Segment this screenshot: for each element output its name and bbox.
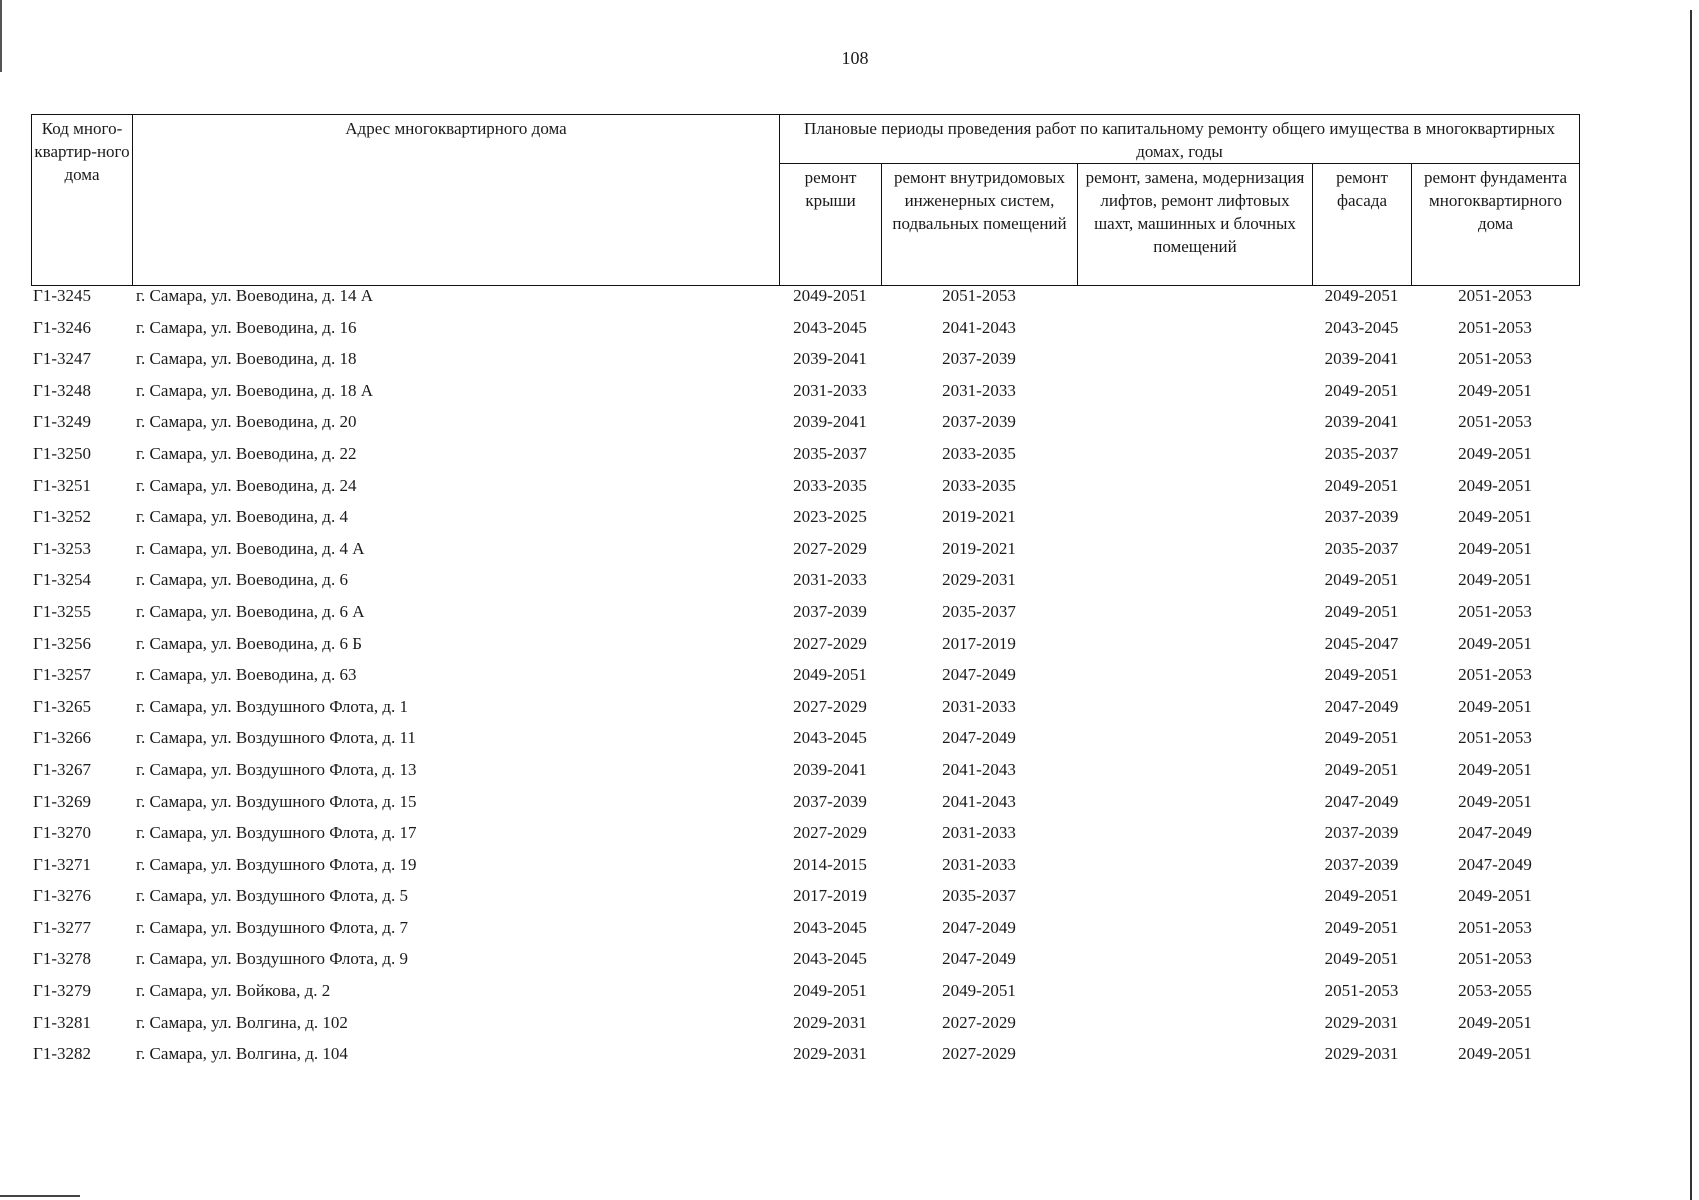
foundation-period-cell: 2051-2053 — [1458, 412, 1532, 432]
code-cell: Г1-3265 — [33, 696, 91, 716]
systems-period-cell: 2031-2033 — [942, 823, 1016, 843]
lifts-period-cell — [1077, 507, 1312, 539]
header-address: Адрес многоквартирного дома — [133, 115, 780, 286]
data-table — [31, 286, 1579, 1076]
address-cell: г. Самара, ул. Воздушного Флота, д. 9 — [136, 949, 408, 969]
systems-period-cell: 2027-2029 — [942, 1012, 1016, 1032]
lifts-period-cell — [1077, 349, 1312, 381]
foundation-period-cell: 2049-2051 — [1458, 380, 1532, 400]
scan-edge-bottom — [0, 1195, 80, 1197]
scan-edge-right — [1690, 10, 1692, 1200]
roof-period-cell: 2039-2041 — [793, 759, 867, 779]
systems-period-cell: 2029-2031 — [942, 570, 1016, 590]
foundation-period-cell: 2049-2051 — [1458, 759, 1532, 779]
table-row — [31, 728, 1579, 760]
lifts-period-cell — [1077, 823, 1312, 855]
code-cell: Г1-3281 — [33, 1012, 91, 1032]
lifts-period-cell — [1077, 412, 1312, 444]
facade-period-cell: 2043-2045 — [1324, 317, 1399, 337]
table-row — [31, 381, 1579, 413]
table-row — [31, 570, 1579, 602]
address-cell: г. Самара, ул. Воздушного Флота, д. 17 — [136, 823, 417, 843]
systems-period-cell: 2037-2039 — [942, 349, 1016, 369]
roof-period-cell: 2043-2045 — [793, 917, 867, 937]
code-cell: Г1-3251 — [33, 475, 91, 495]
foundation-period-cell: 2049-2051 — [1458, 1012, 1532, 1032]
roof-period-cell: 2017-2019 — [793, 886, 867, 906]
header-foundation: ремонт фундамента многоквартирного дома — [1412, 164, 1580, 286]
facade-period-cell: 2049-2051 — [1324, 475, 1399, 495]
lifts-period-cell — [1077, 318, 1312, 350]
facade-period-cell: 2039-2041 — [1324, 412, 1399, 432]
address-cell: г. Самара, ул. Волгина, д. 102 — [136, 1012, 348, 1032]
roof-period-cell: 2031-2033 — [793, 570, 867, 590]
lifts-period-cell — [1077, 949, 1312, 981]
address-cell: г. Самара, ул. Волгина, д. 104 — [136, 1044, 348, 1064]
systems-period-cell: 2047-2049 — [942, 728, 1016, 748]
foundation-period-cell: 2049-2051 — [1458, 886, 1532, 906]
header-lifts: ремонт, замена, модернизация лифтов, ремонт лифтовых шахт, машинных и блочных помещений — [1078, 164, 1313, 286]
address-cell: г. Самара, ул. Воеводина, д. 24 — [136, 475, 357, 495]
table-row — [31, 1013, 1579, 1045]
table-row — [31, 760, 1579, 792]
foundation-period-cell: 2049-2051 — [1458, 570, 1532, 590]
roof-period-cell: 2023-2025 — [793, 507, 867, 527]
page-number: 108 — [841, 48, 869, 68]
foundation-period-cell: 2049-2051 — [1458, 475, 1532, 495]
table-row — [31, 886, 1579, 918]
foundation-period-cell: 2053-2055 — [1458, 981, 1532, 1001]
address-cell: г. Самара, ул. Воеводина, д. 22 — [136, 443, 357, 463]
table-row — [31, 918, 1579, 950]
code-cell: Г1-3266 — [33, 728, 91, 748]
lifts-period-cell — [1077, 855, 1312, 887]
facade-period-cell: 2049-2051 — [1324, 886, 1399, 906]
table-row — [31, 507, 1579, 539]
facade-period-cell: 2037-2039 — [1324, 507, 1399, 527]
systems-period-cell: 2051-2053 — [942, 286, 1016, 305]
facade-period-cell: 2039-2041 — [1324, 349, 1399, 369]
table-row — [31, 665, 1579, 697]
header-periods: Плановые периоды проведения работ по капитальному ремонту общего имущества в многоквартирных домах, годы — [780, 115, 1580, 164]
address-cell: г. Самара, ул. Воеводина, д. 6 — [136, 570, 348, 590]
roof-period-cell: 2033-2035 — [793, 475, 867, 495]
header-code: Код много-квартир-ного дома — [32, 115, 133, 286]
table-row — [31, 949, 1579, 981]
code-cell: Г1-3282 — [33, 1044, 91, 1064]
facade-period-cell: 2037-2039 — [1324, 854, 1399, 874]
code-cell: Г1-3277 — [33, 917, 91, 937]
table-row — [31, 981, 1579, 1013]
code-cell: Г1-3246 — [33, 317, 91, 337]
code-cell: Г1-3255 — [33, 601, 91, 621]
foundation-period-cell: 2051-2053 — [1458, 601, 1532, 621]
facade-period-cell: 2049-2051 — [1324, 949, 1399, 969]
foundation-period-cell: 2051-2053 — [1458, 917, 1532, 937]
code-cell: Г1-3269 — [33, 791, 91, 811]
facade-period-cell: 2049-2051 — [1324, 665, 1399, 685]
roof-period-cell: 2031-2033 — [793, 380, 867, 400]
code-cell: Г1-3253 — [33, 538, 91, 558]
facade-period-cell: 2035-2037 — [1324, 443, 1399, 463]
facade-period-cell: 2029-2031 — [1324, 1044, 1399, 1064]
systems-period-cell: 2031-2033 — [942, 380, 1016, 400]
facade-period-cell: 2045-2047 — [1324, 633, 1399, 653]
facade-period-cell: 2049-2051 — [1324, 286, 1399, 305]
foundation-period-cell: 2051-2053 — [1458, 286, 1532, 305]
address-cell: г. Самара, ул. Воздушного Флота, д. 19 — [136, 854, 417, 874]
systems-period-cell: 2035-2037 — [942, 601, 1016, 621]
lifts-period-cell — [1077, 286, 1312, 318]
roof-period-cell: 2027-2029 — [793, 823, 867, 843]
roof-period-cell: 2043-2045 — [793, 728, 867, 748]
table-row — [31, 792, 1579, 824]
systems-period-cell: 2047-2049 — [942, 917, 1016, 937]
lifts-period-cell — [1077, 539, 1312, 571]
roof-period-cell: 2043-2045 — [793, 949, 867, 969]
foundation-period-cell: 2047-2049 — [1458, 823, 1532, 843]
systems-period-cell: 2037-2039 — [942, 412, 1016, 432]
roof-period-cell: 2035-2037 — [793, 443, 867, 463]
lifts-period-cell — [1077, 792, 1312, 824]
systems-period-cell: 2019-2021 — [942, 538, 1016, 558]
foundation-period-cell: 2049-2051 — [1458, 633, 1532, 653]
roof-period-cell: 2027-2029 — [793, 696, 867, 716]
code-cell: Г1-3276 — [33, 886, 91, 906]
code-cell: Г1-3249 — [33, 412, 91, 432]
table-row — [31, 318, 1579, 350]
foundation-period-cell: 2049-2051 — [1458, 443, 1532, 463]
facade-period-cell: 2037-2039 — [1324, 823, 1399, 843]
facade-period-cell: 2035-2037 — [1324, 538, 1399, 558]
table-row — [31, 539, 1579, 571]
foundation-period-cell: 2051-2053 — [1458, 317, 1532, 337]
address-cell: г. Самара, ул. Воеводина, д. 18 — [136, 349, 357, 369]
systems-period-cell: 2033-2035 — [942, 475, 1016, 495]
foundation-period-cell: 2051-2053 — [1458, 949, 1532, 969]
address-cell: г. Самара, ул. Воздушного Флота, д. 13 — [136, 759, 417, 779]
lifts-period-cell — [1077, 1013, 1312, 1045]
address-cell: г. Самара, ул. Воеводина, д. 16 — [136, 317, 357, 337]
facade-period-cell: 2047-2049 — [1324, 696, 1399, 716]
code-cell: Г1-3278 — [33, 949, 91, 969]
roof-period-cell: 2037-2039 — [793, 791, 867, 811]
systems-period-cell: 2049-2051 — [942, 981, 1016, 1001]
code-cell: Г1-3245 — [33, 286, 91, 305]
systems-period-cell: 2031-2033 — [942, 854, 1016, 874]
systems-period-cell: 2035-2037 — [942, 886, 1016, 906]
foundation-period-cell: 2049-2051 — [1458, 507, 1532, 527]
foundation-period-cell: 2047-2049 — [1458, 854, 1532, 874]
code-cell: Г1-3248 — [33, 380, 91, 400]
header-roof: ремонт крыши — [780, 164, 882, 286]
lifts-period-cell — [1077, 381, 1312, 413]
systems-period-cell: 2027-2029 — [942, 1044, 1016, 1064]
lifts-period-cell — [1077, 570, 1312, 602]
roof-period-cell: 2049-2051 — [793, 286, 867, 305]
lifts-period-cell — [1077, 476, 1312, 508]
address-cell: г. Самара, ул. Воздушного Флота, д. 7 — [136, 917, 408, 937]
facade-period-cell: 2049-2051 — [1324, 380, 1399, 400]
lifts-period-cell — [1077, 886, 1312, 918]
roof-period-cell: 2049-2051 — [793, 665, 867, 685]
roof-period-cell: 2029-2031 — [793, 1044, 867, 1064]
address-cell: г. Самара, ул. Воеводина, д. 20 — [136, 412, 357, 432]
table-row — [31, 286, 1579, 318]
lifts-period-cell — [1077, 602, 1312, 634]
table-row — [31, 823, 1579, 855]
foundation-period-cell: 2049-2051 — [1458, 538, 1532, 558]
facade-period-cell: 2051-2053 — [1324, 981, 1399, 1001]
header-facade: ремонт фасада — [1313, 164, 1412, 286]
facade-period-cell: 2029-2031 — [1324, 1012, 1399, 1032]
foundation-period-cell: 2051-2053 — [1458, 665, 1532, 685]
table-header — [31, 114, 1580, 286]
lifts-period-cell — [1077, 665, 1312, 697]
lifts-period-cell — [1077, 981, 1312, 1013]
systems-period-cell: 2033-2035 — [942, 443, 1016, 463]
table-row — [31, 476, 1579, 508]
facade-period-cell: 2049-2051 — [1324, 601, 1399, 621]
code-cell: Г1-3270 — [33, 823, 91, 843]
code-cell: Г1-3252 — [33, 507, 91, 527]
facade-period-cell: 2047-2049 — [1324, 791, 1399, 811]
lifts-period-cell — [1077, 697, 1312, 729]
lifts-period-cell — [1077, 444, 1312, 476]
lifts-period-cell — [1077, 1044, 1312, 1076]
systems-period-cell: 2041-2043 — [942, 759, 1016, 779]
address-cell: г. Самара, ул. Воеводина, д. 14 А — [136, 286, 373, 305]
code-cell: Г1-3247 — [33, 349, 91, 369]
table-row — [31, 412, 1579, 444]
code-cell: Г1-3256 — [33, 633, 91, 653]
roof-period-cell: 2029-2031 — [793, 1012, 867, 1032]
table-row — [31, 602, 1579, 634]
facade-period-cell: 2049-2051 — [1324, 728, 1399, 748]
table-row — [31, 444, 1579, 476]
systems-period-cell: 2031-2033 — [942, 696, 1016, 716]
facade-period-cell: 2049-2051 — [1324, 759, 1399, 779]
systems-period-cell: 2019-2021 — [942, 507, 1016, 527]
systems-period-cell: 2017-2019 — [942, 633, 1016, 653]
table-row — [31, 349, 1579, 381]
foundation-period-cell: 2051-2053 — [1458, 728, 1532, 748]
systems-period-cell: 2047-2049 — [942, 949, 1016, 969]
roof-period-cell: 2037-2039 — [793, 601, 867, 621]
roof-period-cell: 2014-2015 — [793, 854, 867, 874]
roof-period-cell: 2027-2029 — [793, 633, 867, 653]
foundation-period-cell: 2049-2051 — [1458, 1044, 1532, 1064]
address-cell: г. Самара, ул. Воеводина, д. 6 А — [136, 601, 365, 621]
address-cell: г. Самара, ул. Воеводина, д. 63 — [136, 665, 357, 685]
code-cell: Г1-3250 — [33, 443, 91, 463]
address-cell: г. Самара, ул. Воздушного Флота, д. 1 — [136, 696, 408, 716]
address-cell: г. Самара, ул. Воздушного Флота, д. 15 — [136, 791, 417, 811]
table-row — [31, 1044, 1579, 1076]
address-cell: г. Самара, ул. Войкова, д. 2 — [136, 981, 331, 1001]
address-cell: г. Самара, ул. Воеводина, д. 4 — [136, 507, 348, 527]
foundation-period-cell: 2049-2051 — [1458, 791, 1532, 811]
table-row — [31, 697, 1579, 729]
roof-period-cell: 2039-2041 — [793, 412, 867, 432]
lifts-period-cell — [1077, 760, 1312, 792]
address-cell: г. Самара, ул. Воеводина, д. 4 А — [136, 538, 365, 558]
systems-period-cell: 2041-2043 — [942, 791, 1016, 811]
address-cell: г. Самара, ул. Воздушного Флота, д. 11 — [136, 728, 416, 748]
address-cell: г. Самара, ул. Воздушного Флота, д. 5 — [136, 886, 408, 906]
table-row — [31, 634, 1579, 666]
roof-period-cell: 2043-2045 — [793, 317, 867, 337]
systems-period-cell: 2047-2049 — [942, 665, 1016, 685]
table-row — [31, 855, 1579, 887]
facade-period-cell: 2049-2051 — [1324, 917, 1399, 937]
lifts-period-cell — [1077, 728, 1312, 760]
systems-period-cell: 2041-2043 — [942, 317, 1016, 337]
foundation-period-cell: 2049-2051 — [1458, 696, 1532, 716]
header-systems: ремонт внутридомовых инженерных систем, подвальных помещений — [882, 164, 1078, 286]
lifts-period-cell — [1077, 918, 1312, 950]
code-cell: Г1-3267 — [33, 759, 91, 779]
address-cell: г. Самара, ул. Воеводина, д. 18 А — [136, 380, 373, 400]
facade-period-cell: 2049-2051 — [1324, 570, 1399, 590]
code-cell: Г1-3254 — [33, 570, 91, 590]
address-cell: г. Самара, ул. Воеводина, д. 6 Б — [136, 633, 362, 653]
roof-period-cell: 2039-2041 — [793, 349, 867, 369]
roof-period-cell: 2027-2029 — [793, 538, 867, 558]
foundation-period-cell: 2051-2053 — [1458, 349, 1532, 369]
code-cell: Г1-3271 — [33, 854, 91, 874]
lifts-period-cell — [1077, 634, 1312, 666]
roof-period-cell: 2049-2051 — [793, 981, 867, 1001]
code-cell: Г1-3257 — [33, 665, 91, 685]
code-cell: Г1-3279 — [33, 981, 91, 1001]
